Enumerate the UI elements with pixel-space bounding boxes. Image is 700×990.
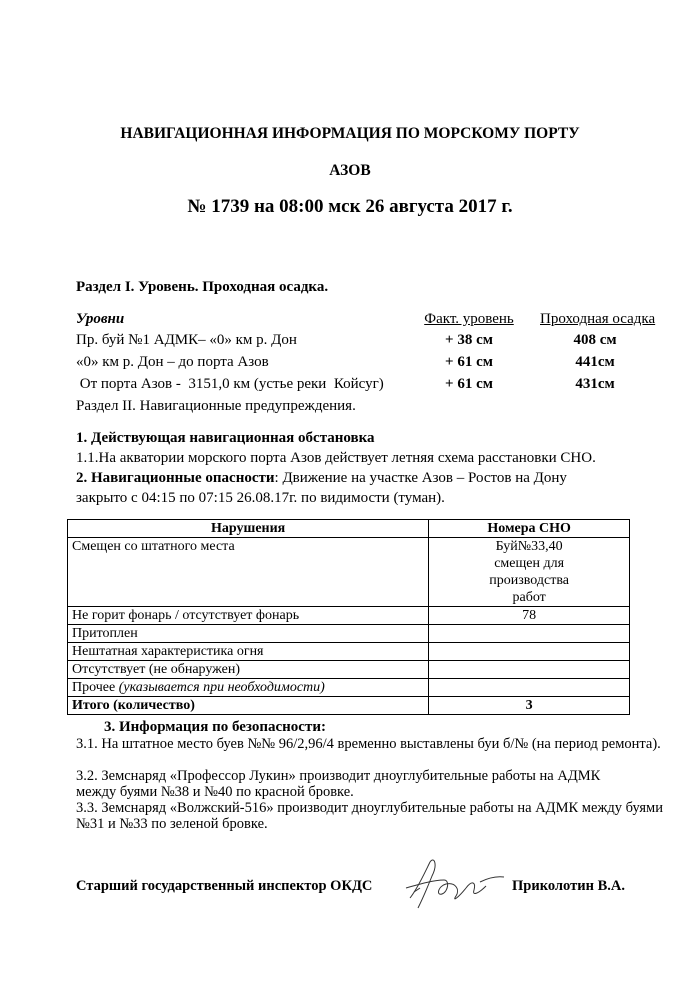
level-row-name: Пр. буй №1 АДМК– «0» км р. Дон	[76, 332, 297, 348]
violation-other-note: (указывается при необходимости)	[118, 680, 325, 695]
fact-level-column-header: Факт. уровень	[424, 311, 514, 327]
table-total-row	[68, 697, 630, 715]
violation-cell: Смещен со штатного места	[68, 538, 429, 607]
level-row-draft: 408 см	[573, 332, 617, 348]
table-header-row	[68, 520, 630, 538]
total-label: Итого (количество)	[68, 697, 429, 715]
document-title: НАВИГАЦИОННАЯ ИНФОРМАЦИЯ ПО МОРСКОМУ ПОРТУ	[120, 125, 580, 142]
nav-hazards-label: 2. Навигационные опасности	[76, 470, 275, 486]
violations-table	[67, 519, 630, 715]
level-row-name: От порта Азов - 3151,0 км (устье реки Койсуг)	[76, 376, 384, 392]
violations-column-header: Нарушения	[68, 520, 429, 538]
level-row-fact: + 61 см	[445, 376, 493, 392]
document-number-date: № 1739 на 08:00 мск 26 августа 2017 г.	[187, 196, 513, 217]
safety-paragraph: 3.1. На штатное место буев №№ 96/2,96/4 временно выставлены буи б/№ (на период ремонта).	[76, 736, 661, 752]
table-row	[68, 679, 630, 697]
level-row-draft: 441см	[575, 354, 615, 370]
violation-other-label: Прочее	[72, 680, 119, 695]
signature-image	[400, 858, 512, 910]
numbers-cell	[429, 661, 630, 679]
section1-heading: Раздел I. Уровень. Проходная осадка.	[76, 279, 329, 295]
violation-cell: Не горит фонарь / отсутствует фонарь	[68, 607, 429, 625]
safety-paragraph: 3.2. Земснаряд «Профессор Лукин» производит дноуглубительные работы на АДМК между буями №38 и №40 по красной бровке.	[76, 768, 601, 800]
numbers-cell	[429, 625, 630, 643]
levels-column-header: Уровни	[76, 311, 125, 327]
numbers-cell: 78	[429, 607, 630, 625]
numbers-cell: Буй№33,40 смещен для производства работ	[429, 538, 630, 607]
level-row-fact: + 38 см	[445, 332, 493, 348]
violation-cell: Отсутствует (не обнаружен)	[68, 661, 429, 679]
nav-situation-text: 1.1.На акватории морского порта Азов действует летняя схема расстановки СНО.	[76, 450, 596, 466]
table-row	[68, 538, 630, 607]
nav-hazards-text-cont: закрыто с 04:15 по 07:15 26.08.17г. по видимости (туман).	[76, 490, 445, 506]
level-row-name: «0» км р. Дон – до порта Азов	[76, 354, 269, 370]
safety-info-heading: 3. Информация по безопасности:	[104, 719, 326, 735]
violation-cell	[68, 679, 429, 697]
table-row	[68, 625, 630, 643]
section2-heading: Раздел II. Навигационные предупреждения.	[76, 398, 356, 414]
violation-cell: Притоплен	[68, 625, 429, 643]
numbers-cell	[429, 643, 630, 661]
draft-column-header: Проходная осадка	[540, 311, 656, 327]
numbers-cell	[429, 679, 630, 697]
numbers-column-header: Номера СНО	[429, 520, 630, 538]
table-row	[68, 661, 630, 679]
inspector-name: Приколотин В.А.	[512, 878, 625, 894]
nav-situation-heading: 1. Действующая навигационная обстановка	[76, 430, 375, 446]
level-row-draft: 431см	[575, 376, 615, 392]
inspector-position: Старший государственный инспектор ОКДС	[76, 878, 373, 894]
level-row-fact: + 61 см	[445, 354, 493, 370]
port-name: АЗОВ	[329, 162, 371, 179]
nav-hazards-line	[76, 470, 567, 487]
table-row	[68, 643, 630, 661]
nav-hazards-text: : Движение на участке Азов – Ростов на Дону	[274, 470, 567, 486]
table-row	[68, 607, 630, 625]
violation-cell: Нештатная характеристика огня	[68, 643, 429, 661]
safety-paragraph: 3.3. Земснаряд «Волжский-516» производит дноуглубительные работы на АДМК между буями №31 и №33 по зеленой бровке.	[76, 800, 663, 832]
total-value: 3	[429, 697, 630, 715]
